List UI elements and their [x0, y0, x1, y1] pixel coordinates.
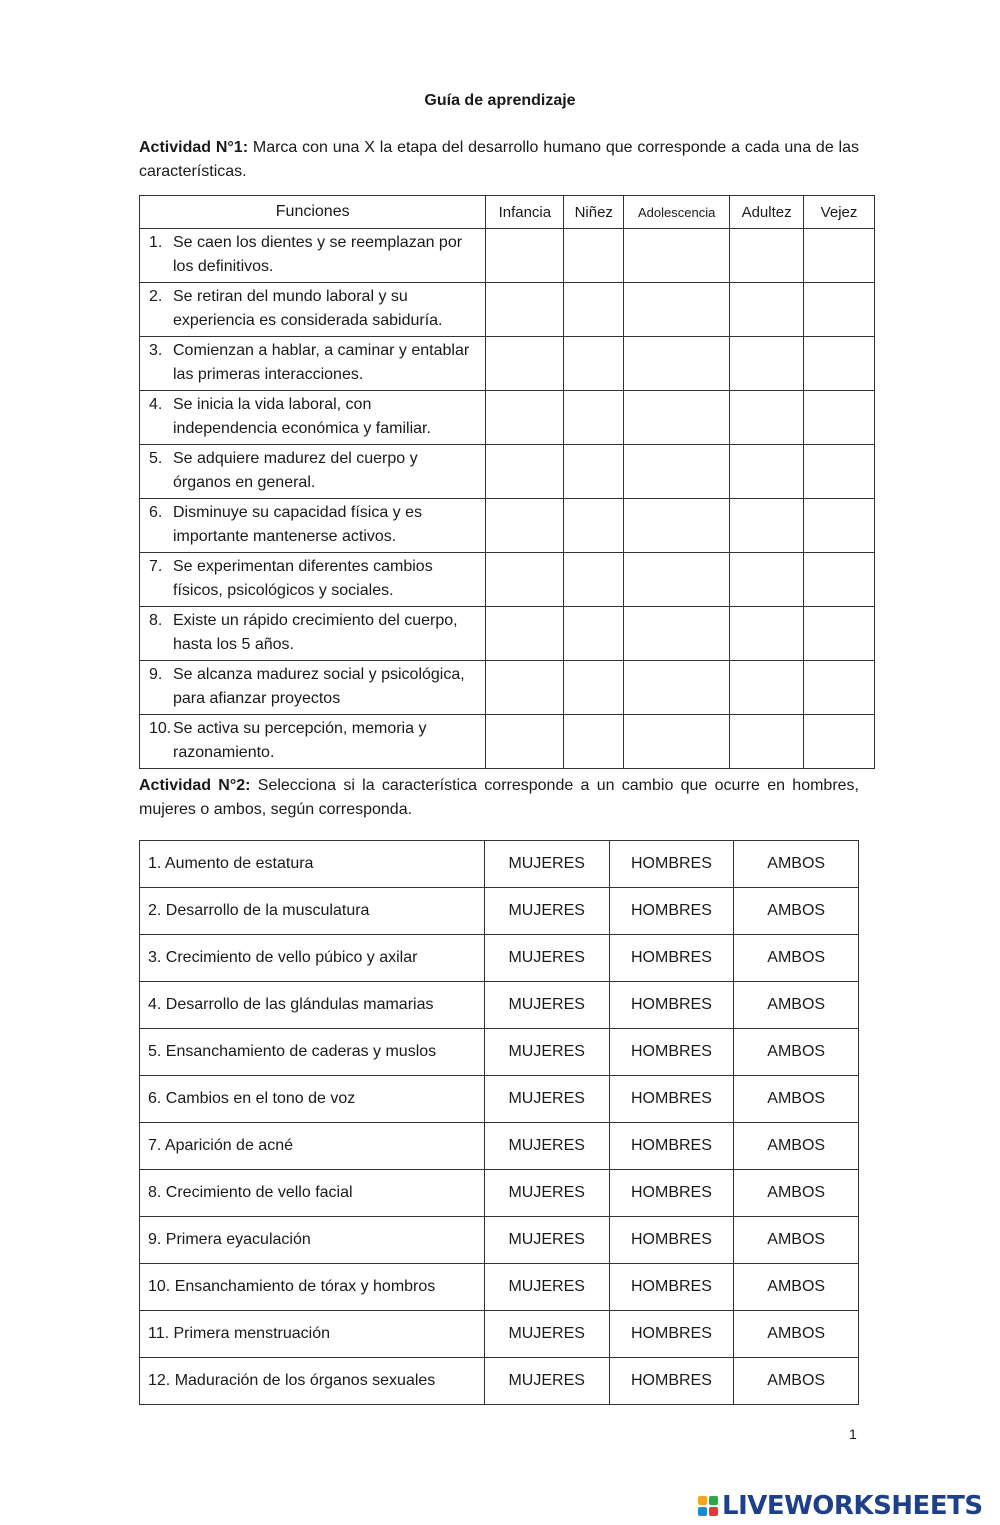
answer-cell-adultez[interactable]: [730, 499, 804, 553]
answer-cell-adultez[interactable]: [730, 715, 804, 769]
activity1-text: Marca con una X la etapa del desarrollo humano que corresponde a cada una de las características.: [139, 139, 859, 180]
item-text: Se inicia la vida laboral, con independencia económica y familiar.: [173, 396, 431, 437]
item-number: 1.: [149, 234, 163, 251]
answer-cell-adolescencia[interactable]: [624, 391, 730, 445]
answer-cell-adolescencia[interactable]: [624, 283, 730, 337]
table-row: [140, 982, 859, 1029]
answer-cell-adolescencia[interactable]: [624, 661, 730, 715]
answer-cell-adultez[interactable]: [730, 445, 804, 499]
option-ambos[interactable]: AMBOS: [734, 1311, 859, 1358]
option-ambos[interactable]: AMBOS: [734, 1029, 859, 1076]
list-item: [149, 501, 479, 549]
answer-cell-ninez[interactable]: [564, 499, 624, 553]
answer-cell-adultez[interactable]: [730, 337, 804, 391]
item-text: Se experimentan diferentes cambios físicos, psicológicos y sociales.: [173, 558, 433, 599]
item-number: 8.: [149, 612, 163, 629]
answer-cell-adultez[interactable]: [730, 607, 804, 661]
option-hombres[interactable]: HOMBRES: [609, 888, 734, 935]
answer-cell-infancia[interactable]: [486, 283, 564, 337]
answer-cell-infancia[interactable]: [486, 229, 564, 283]
answer-cell-adolescencia[interactable]: [624, 499, 730, 553]
list-item: [149, 231, 479, 279]
option-mujeres[interactable]: MUJERES: [484, 1217, 609, 1264]
option-mujeres[interactable]: MUJERES: [484, 1170, 609, 1217]
activity2-text: Selecciona si la característica corresponde a un cambio que ocurre en hombres, mujeres o ambos, según corresponda.: [139, 777, 860, 818]
characteristic-cell: [140, 607, 486, 661]
option-ambos[interactable]: AMBOS: [734, 1264, 859, 1311]
item-text: Se retiran del mundo laboral y su experiencia es considerada sabiduría.: [173, 288, 443, 329]
answer-cell-ninez[interactable]: [564, 391, 624, 445]
option-mujeres[interactable]: MUJERES: [484, 1358, 609, 1405]
table-row: [140, 888, 859, 935]
activity2-instruction: [139, 774, 859, 822]
option-ambos[interactable]: AMBOS: [734, 1170, 859, 1217]
answer-cell-vejez[interactable]: [804, 499, 875, 553]
answer-cell-adolescencia[interactable]: [624, 229, 730, 283]
option-mujeres[interactable]: MUJERES: [484, 888, 609, 935]
option-ambos[interactable]: AMBOS: [734, 935, 859, 982]
answer-cell-adolescencia[interactable]: [624, 715, 730, 769]
list-item: [149, 555, 479, 603]
change-cell: 3. Crecimiento de vello púbico y axilar: [140, 935, 485, 982]
table-row: [140, 1311, 859, 1358]
table-row: [140, 715, 875, 769]
answer-cell-infancia[interactable]: [486, 337, 564, 391]
activity1-header-row: [140, 196, 875, 229]
activity1-label: Actividad N°1:: [139, 139, 249, 156]
option-hombres[interactable]: HOMBRES: [609, 1170, 734, 1217]
characteristic-cell: [140, 715, 486, 769]
answer-cell-ninez[interactable]: [564, 607, 624, 661]
option-hombres[interactable]: HOMBRES: [609, 1264, 734, 1311]
option-ambos[interactable]: AMBOS: [734, 982, 859, 1029]
answer-cell-ninez[interactable]: [564, 445, 624, 499]
answer-cell-adultez[interactable]: [730, 283, 804, 337]
answer-cell-ninez[interactable]: [564, 337, 624, 391]
table-row: [140, 935, 859, 982]
activity1-instruction: [139, 136, 859, 184]
header-vejez: Vejez: [804, 196, 875, 229]
answer-cell-vejez[interactable]: [804, 391, 875, 445]
item-text: Se activa su percepción, memoria y razonamiento.: [173, 720, 427, 761]
table-row: [140, 499, 875, 553]
table-row: [140, 1029, 859, 1076]
header-funciones: Funciones: [140, 196, 486, 229]
change-cell: 12. Maduración de los órganos sexuales: [140, 1358, 485, 1405]
option-hombres[interactable]: HOMBRES: [609, 1029, 734, 1076]
option-hombres[interactable]: HOMBRES: [609, 935, 734, 982]
header-infancia: Infancia: [486, 196, 564, 229]
answer-cell-vejez[interactable]: [804, 445, 875, 499]
item-text: Se alcanza madurez social y psicológica, para afianzar proyectos: [173, 666, 465, 707]
option-hombres[interactable]: HOMBRES: [609, 841, 734, 888]
table-row: [140, 553, 875, 607]
list-item: [149, 393, 479, 441]
list-item: [149, 285, 479, 333]
answer-cell-ninez[interactable]: [564, 553, 624, 607]
list-item: [149, 663, 479, 711]
characteristic-cell: [140, 337, 486, 391]
item-number: 2.: [149, 288, 163, 305]
answer-cell-infancia[interactable]: [486, 715, 564, 769]
characteristic-cell: [140, 445, 486, 499]
option-hombres[interactable]: HOMBRES: [609, 1311, 734, 1358]
characteristic-cell: [140, 499, 486, 553]
brand-footer[interactable]: [698, 1490, 983, 1522]
answer-cell-infancia[interactable]: [486, 607, 564, 661]
table-row: [140, 607, 875, 661]
option-mujeres[interactable]: MUJERES: [484, 841, 609, 888]
change-cell: 1. Aumento de estatura: [140, 841, 485, 888]
option-ambos[interactable]: AMBOS: [734, 1123, 859, 1170]
answer-cell-adolescencia[interactable]: [624, 553, 730, 607]
characteristic-cell: [140, 391, 486, 445]
table-row: [140, 661, 875, 715]
logo-square: [698, 1496, 707, 1505]
change-cell: 5. Ensanchamiento de caderas y muslos: [140, 1029, 485, 1076]
option-mujeres[interactable]: MUJERES: [484, 935, 609, 982]
option-ambos[interactable]: AMBOS: [734, 841, 859, 888]
item-number: 4.: [149, 396, 163, 413]
page-title: Guía de aprendizaje: [424, 92, 576, 109]
list-item: [149, 609, 479, 657]
answer-cell-adultez[interactable]: [730, 229, 804, 283]
answer-cell-infancia[interactable]: [486, 445, 564, 499]
answer-cell-infancia[interactable]: [486, 499, 564, 553]
table-row: [140, 1076, 859, 1123]
answer-cell-vejez[interactable]: [804, 661, 875, 715]
table-row: [140, 337, 875, 391]
table-row: [140, 1170, 859, 1217]
table-row: [140, 229, 875, 283]
list-item: [149, 717, 479, 765]
change-cell: 2. Desarrollo de la musculatura: [140, 888, 485, 935]
table-row: [140, 391, 875, 445]
activity2-label: Actividad N°2:: [139, 777, 251, 794]
page-number: 1: [849, 1426, 857, 1442]
change-cell: 4. Desarrollo de las glándulas mamarias: [140, 982, 485, 1029]
option-mujeres[interactable]: MUJERES: [484, 1076, 609, 1123]
answer-cell-adultez[interactable]: [730, 661, 804, 715]
option-mujeres[interactable]: MUJERES: [484, 1311, 609, 1358]
answer-cell-adolescencia[interactable]: [624, 445, 730, 499]
option-ambos[interactable]: AMBOS: [734, 1217, 859, 1264]
item-number: 9.: [149, 666, 163, 683]
answer-cell-ninez[interactable]: [564, 715, 624, 769]
answer-cell-vejez[interactable]: [804, 715, 875, 769]
logo-square: [709, 1507, 718, 1516]
activity2-table: [139, 840, 859, 1405]
item-number: 3.: [149, 342, 163, 359]
change-cell: 10. Ensanchamiento de tórax y hombros: [140, 1264, 485, 1311]
characteristic-cell: [140, 553, 486, 607]
list-item: [149, 447, 479, 495]
table-row: [140, 1217, 859, 1264]
characteristic-cell: [140, 229, 486, 283]
option-hombres[interactable]: HOMBRES: [609, 1123, 734, 1170]
answer-cell-adultez[interactable]: [730, 553, 804, 607]
option-hombres[interactable]: HOMBRES: [609, 982, 734, 1029]
list-item: [149, 339, 479, 387]
answer-cell-adolescencia[interactable]: [624, 337, 730, 391]
answer-cell-vejez[interactable]: [804, 283, 875, 337]
activity1-table: [139, 195, 875, 769]
table-row: [140, 445, 875, 499]
item-number: 10.: [149, 720, 172, 737]
header-adultez: Adultez: [730, 196, 804, 229]
table-row: [140, 1264, 859, 1311]
table-row: [140, 283, 875, 337]
table-row: [140, 1358, 859, 1405]
logo-square: [698, 1507, 707, 1516]
logo-square: [709, 1496, 718, 1505]
option-hombres[interactable]: HOMBRES: [609, 1358, 734, 1405]
change-cell: 11. Primera menstruación: [140, 1311, 485, 1358]
option-ambos[interactable]: AMBOS: [734, 888, 859, 935]
answer-cell-adolescencia[interactable]: [624, 607, 730, 661]
option-mujeres[interactable]: MUJERES: [484, 1264, 609, 1311]
item-number: 5.: [149, 450, 163, 467]
table-row: [140, 841, 859, 888]
option-ambos[interactable]: AMBOS: [734, 1076, 859, 1123]
option-mujeres[interactable]: MUJERES: [484, 1029, 609, 1076]
option-ambos[interactable]: AMBOS: [734, 1358, 859, 1405]
characteristic-cell: [140, 283, 486, 337]
header-adolescencia: Adolescencia: [624, 196, 730, 229]
answer-cell-infancia[interactable]: [486, 391, 564, 445]
answer-cell-ninez[interactable]: [564, 661, 624, 715]
answer-cell-ninez[interactable]: [564, 229, 624, 283]
change-cell: 8. Crecimiento de vello facial: [140, 1170, 485, 1217]
option-hombres[interactable]: HOMBRES: [609, 1076, 734, 1123]
option-mujeres[interactable]: MUJERES: [484, 1123, 609, 1170]
item-text: Disminuye su capacidad física y es importante mantenerse activos.: [173, 504, 422, 545]
item-text: Existe un rápido crecimiento del cuerpo, hasta los 5 años.: [173, 612, 458, 653]
brand-name: LIVEWORKSHEETS: [722, 1491, 983, 1521]
answer-cell-vejez[interactable]: [804, 553, 875, 607]
item-number: 6.: [149, 504, 163, 521]
table-row: [140, 1123, 859, 1170]
answer-cell-vejez[interactable]: [804, 607, 875, 661]
answer-cell-vejez[interactable]: [804, 337, 875, 391]
option-mujeres[interactable]: MUJERES: [484, 982, 609, 1029]
header-ninez: Niñez: [564, 196, 624, 229]
item-text: Se adquiere madurez del cuerpo y órganos en general.: [173, 450, 418, 491]
liveworksheets-logo-icon: [698, 1496, 718, 1516]
change-cell: 9. Primera eyaculación: [140, 1217, 485, 1264]
item-text: Se caen los dientes y se reemplazan por los definitivos.: [173, 234, 463, 275]
change-cell: 6. Cambios en el tono de voz: [140, 1076, 485, 1123]
answer-cell-ninez[interactable]: [564, 283, 624, 337]
answer-cell-infancia[interactable]: [486, 553, 564, 607]
change-cell: 7. Aparición de acné: [140, 1123, 485, 1170]
answer-cell-adultez[interactable]: [730, 391, 804, 445]
characteristic-cell: [140, 661, 486, 715]
answer-cell-infancia[interactable]: [486, 661, 564, 715]
answer-cell-vejez[interactable]: [804, 229, 875, 283]
item-number: 7.: [149, 558, 163, 575]
option-hombres[interactable]: HOMBRES: [609, 1217, 734, 1264]
item-text: Comienzan a hablar, a caminar y entablar las primeras interacciones.: [173, 342, 470, 383]
